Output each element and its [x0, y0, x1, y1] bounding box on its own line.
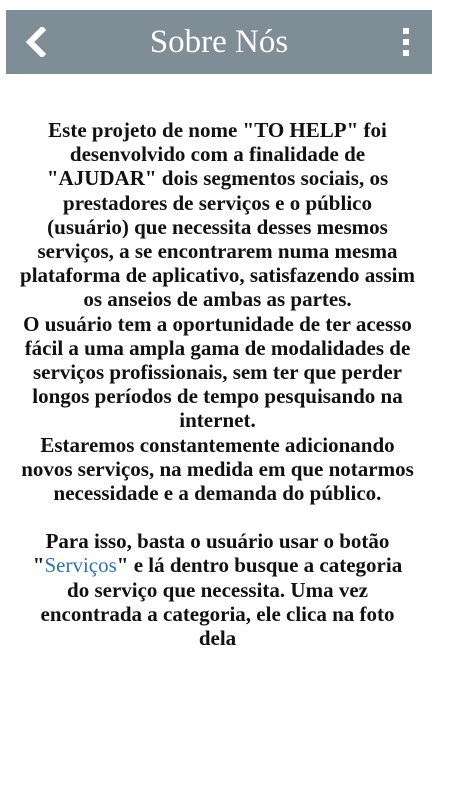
about-paragraph-2: O usuário tem a oportunidade de ter acesso fácil a uma ampla gama de modalidades de serviços profissionais, sem ter que perder longos períodos de tempo pesquisando na internet. — [23, 311, 412, 433]
app-bar — [6, 10, 432, 74]
overflow-menu-button[interactable] — [394, 24, 418, 60]
back-button[interactable] — [18, 24, 54, 60]
page-title: Sobre Nós — [149, 24, 289, 60]
more-vertical-icon — [401, 26, 411, 58]
paragraph-4-text-start: Para isso, basta o usuário usar o botão " — [32, 529, 390, 578]
about-paragraph-4 — [20, 529, 415, 650]
paragraph-spacer — [20, 505, 415, 529]
about-paragraph-1: Este projeto de nome "TO HELP" foi desenvolvido com a finalidade de "AJUDAR" dois segmentos sociais, os prestadores de serviços e o público (usuário) que necessita desses mesmos serviços, a se encontrarem numa mesma plataforma de aplicativo, satisfazendo assim os anseios de ambas as partes. — [20, 118, 415, 312]
about-paragraph-3: Estaremos constantemente adicionando novos serviços, na medida em que notarmos necessidade e a demanda do público. — [21, 432, 414, 506]
paragraph-4-text-end: " e lá dentro busque a categoria do serviço que necessita. Uma vez encontrada a categoria, ele clica na foto dela — [40, 553, 403, 651]
chevron-left-icon — [23, 27, 49, 57]
about-content — [20, 118, 415, 766]
services-link[interactable]: Serviços — [44, 553, 117, 578]
